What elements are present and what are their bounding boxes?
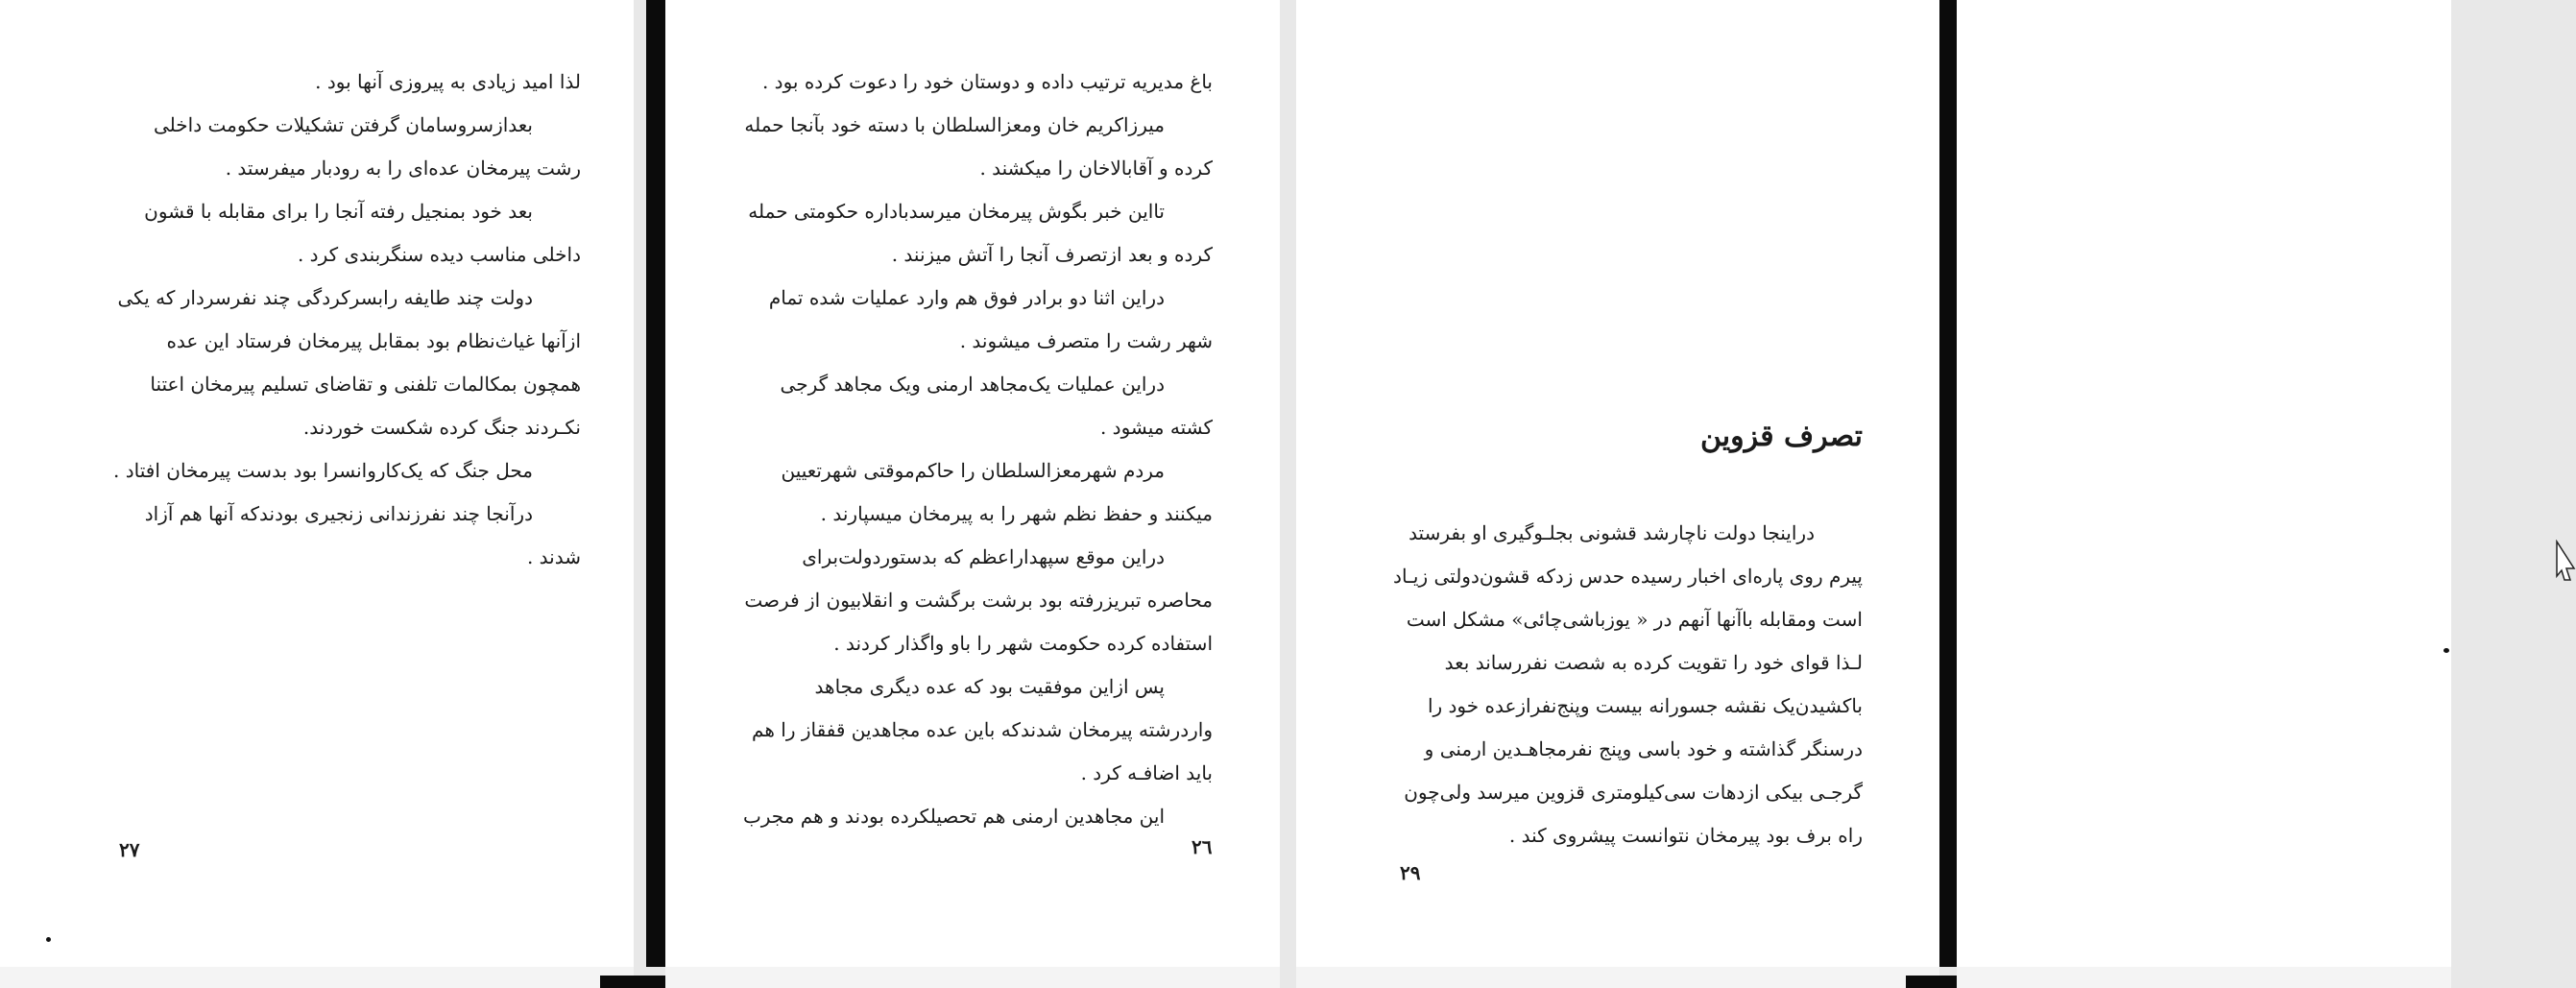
paragraph: میرزاکریم خان ومعزالسلطان با دسته خود بآنجا حمله کرده و آقابالاخان را میکشند . <box>744 113 1213 180</box>
next-page-strip <box>1296 967 1939 988</box>
next-binding-edge <box>1906 976 1959 988</box>
page-number: ٢٦ <box>1192 835 1213 858</box>
next-page-strip <box>665 967 1280 988</box>
scan-speck <box>46 937 51 942</box>
paragraph: باغ مدیریه ترتیب داده و دوستان خود را دعوت کرده بود . <box>761 70 1213 93</box>
paragraph: این مجاهدین ارمنی هم تحصیلکرده بودند و هم مجرب <box>742 805 1165 828</box>
document-page-26 <box>665 0 1280 967</box>
paragraph: بعد خود بمنجیل رفته آنجا را برای مقابله با قشون داخلی مناسب دیده سنگربندی کرد . <box>144 200 581 266</box>
page-number: ٢٩ <box>1400 861 1421 884</box>
scan-speck <box>2444 648 2449 653</box>
next-page-strip <box>1957 967 2451 988</box>
paragraph: درآنجا چند نفرزندانی زنجیری بودندکه آنها هم آزاد شدند . <box>144 502 581 568</box>
chapter-title: تصرف قزوین <box>1699 420 1863 453</box>
page-number: ٢٧ <box>119 838 140 861</box>
next-page-strip <box>0 967 634 988</box>
document-page-29 <box>1296 0 1939 967</box>
page-27-body <box>110 60 581 579</box>
paragraph: محل جنگ که یک‌کاروانسرا بود بدست پیرمخان افتاد . <box>113 459 533 482</box>
next-binding-edge <box>600 976 672 988</box>
pointer-cursor-icon <box>2555 540 2576 582</box>
binding-edge-left <box>646 0 665 967</box>
document-page-blank <box>1957 0 2451 967</box>
paragraph: دراین عملیات یک‌مجاهد ارمنی ویک مجاهد گرجی کشته میشود . <box>780 373 1213 439</box>
binding-edge-right <box>1939 0 1957 967</box>
paragraph: پس ازاین موفقیت بود که عده دیگری مجاهد واردرشته پیرمخان شدندکه باین عده مجاهدین قفقاز را هم باید اضافـه کرد . <box>752 675 1213 784</box>
paragraph: تااین خبر بگوش پیرمخان میرسدباداره حکومتی حمله کرده و بعد ازتصرف آنجا را آتش میزنند . <box>748 200 1213 266</box>
page-26-body <box>742 60 1213 838</box>
paragraph: لذا امید زیادی به پیروزی آنها بود . <box>315 70 581 93</box>
paragraph: دراین اثنا دو برادر فوق هم وارد عملیات شده تمام شهر رشت را متصرف میشوند . <box>768 286 1213 352</box>
paragraph: دراین موقع سپهداراعظم که بدستوردولت‌برای محاصره تبریزرفته بود برشت برگشت و انقلابیون از فرصت استفاده کرده حکومت شهر را باو واگذار کردند . <box>744 545 1213 655</box>
document-page-27 <box>0 0 634 967</box>
paragraph: بعدازسروسامان گرفتن تشکیلات حکومت داخلی رشت پیرمخان عده‌ای را به رودبار میفرستد . <box>154 113 581 180</box>
page-29-body <box>1392 512 1863 857</box>
paragraph: مردم شهرمعزالسلطان را حاکم‌موقتی شهرتعیین میکنند و حفظ نظم شهر را به پیرمخان میسپارند . <box>781 459 1213 525</box>
paragraph: دراینجا دولت ناچارشد قشونی بجلـوگیری او بفرستد پیرم روی پاره‌ای اخبار رسیده حدس زدکه قشون‌دولتی زیـاد است ومقابله باآنها آنهم در « یوزباشی‌چائی» مشکل است لـذا قوای خود را تقویت کرده به شصت نفررساند بعد باکشیدن‌یک نقشه جسورانه بیست وپنج‌نفرازعده خود را درسنگر گذاشته و خود باسی وپنج نفرمجاهـدین ارمنی و گرجـی بیکی ازدهات سی‌کیلومتری قزوین میرسد ولی‌چون راه برف بود پیرمخان نتوانست پیشروی کند . <box>1393 521 1863 847</box>
paragraph: دولت چند طایفه رابسرکردگی چند نفرسردار که یکی ازآنها غیاث‌نظام بود بمقابل پیرمخان فرستاد این عده همچون بمکالمات تلفنی و تقاضای تسلیم پیرمخان اعتنا نکـردند جنگ کرده شکست خوردند. <box>117 286 581 439</box>
